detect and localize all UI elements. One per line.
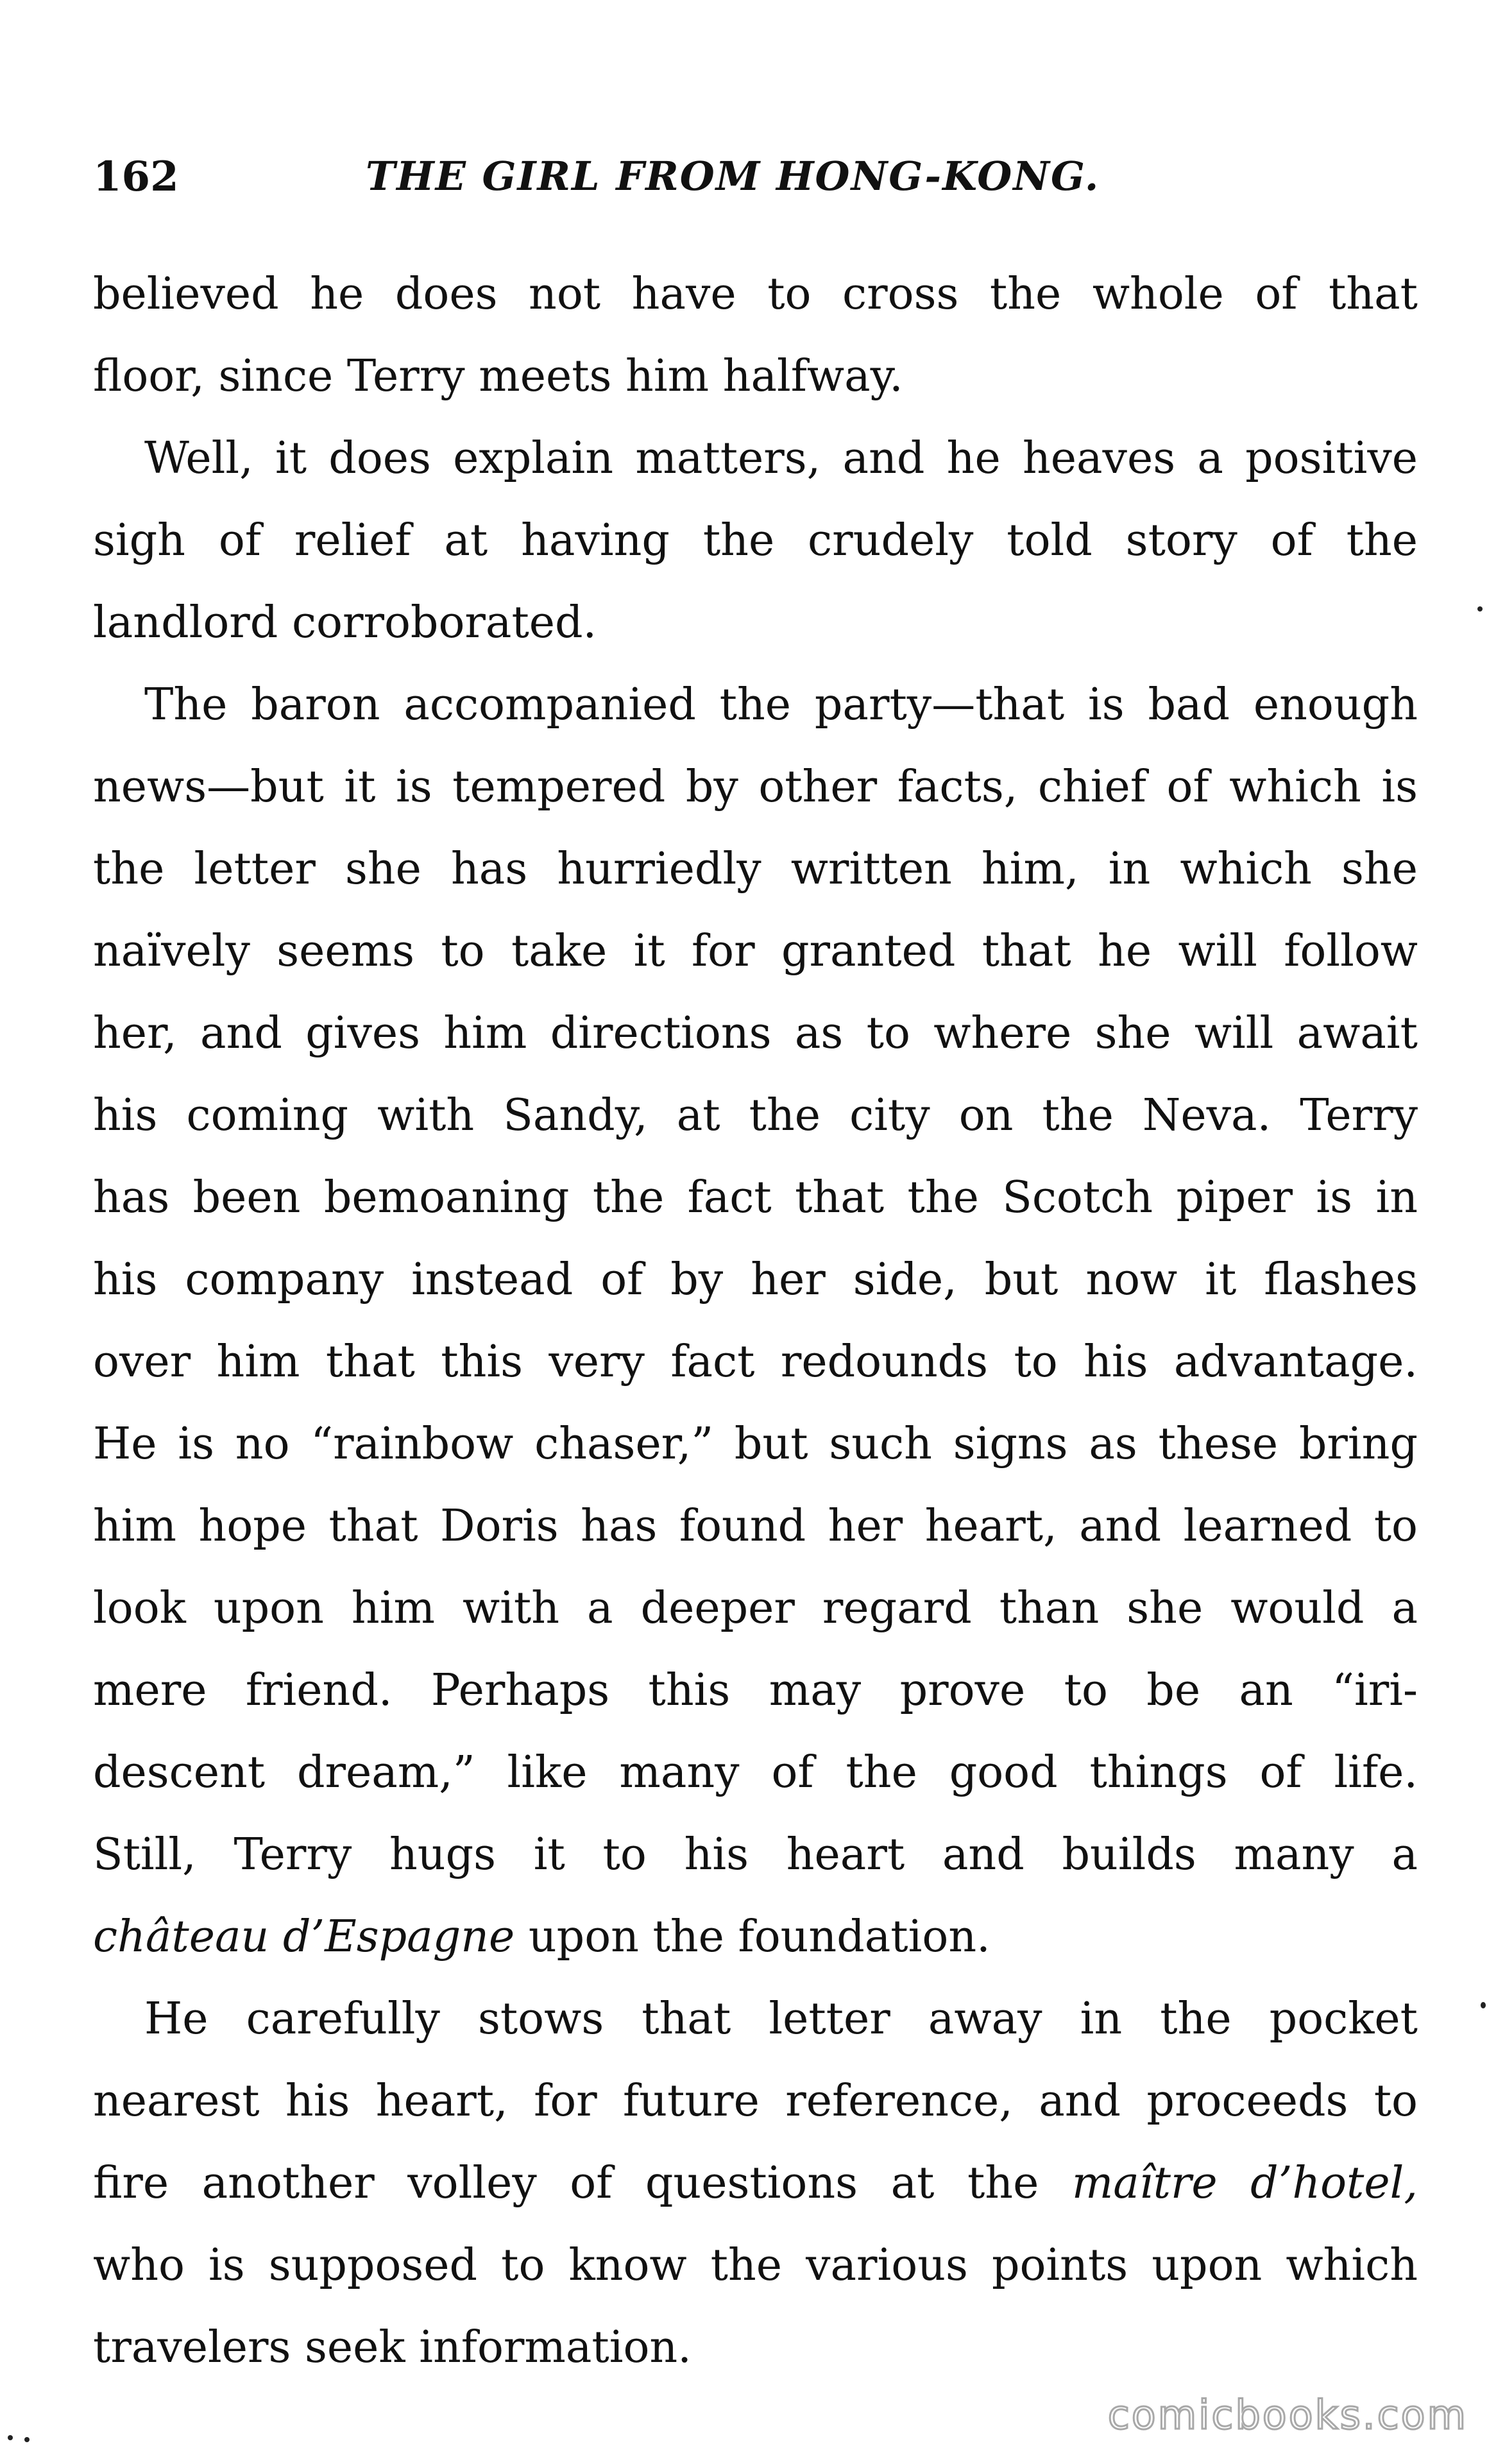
text-line: nearest his heart, for future reference, and proceeds to [93,2076,1418,2126]
print-speck [8,2435,13,2440]
running-head [93,153,1415,210]
italic-phrase: maître d’hotel, [1071,2158,1418,2209]
text-line: news—but it is tempered by other facts, chief of which is [93,762,1418,812]
text-line: mere friend. Perhaps this may prove to be an “iri- [93,1665,1418,1716]
text-line: look upon him with a deeper regard than she would a [93,1583,1418,1634]
text-line [93,2143,1418,2225]
text-line: Still, Terry hugs it to his heart and builds many a [93,1829,1418,1880]
text-line: naïvely seems to take it for granted that he will follow [93,926,1418,977]
print-speck [24,2437,30,2442]
text-line: over him that this very fact redounds to his advantage. [93,1337,1418,1387]
text-line: descent dream,” like many of the good things of life. [93,1747,1418,1798]
text-line: her, and gives him directions as to where she will await [93,1008,1418,1059]
text-line: him hope that Doris has found her heart, and learned to [93,1501,1418,1552]
body-text [93,253,1418,2389]
text-line: has been bemoaning the fact that the Scotch piper is in [93,1172,1418,1223]
text-line: He is no “rainbow chaser,” but such signs as these bring [93,1419,1418,1469]
print-speck [1481,2002,1486,2008]
text-line: the letter she has hurriedly written him, in which she [93,844,1418,894]
page-number: 162 [93,153,179,201]
text-fragment: upon the foundation. [514,1912,991,1962]
text-line: who is supposed to know the various points upon which [93,2240,1418,2291]
text-line: sigh of relief at having the crudely told story of the [93,515,1418,566]
text-line: his coming with Sandy, at the city on the Neva. Terry [93,1090,1418,1141]
text-line: believed he does not have to cross the whole of that [93,269,1418,320]
text-line: landlord corroborated. [93,597,597,648]
text-line: his company instead of by her side, but now it flashes [93,1254,1418,1305]
text-line: travelers seek information. [93,2322,692,2373]
italic-phrase: château d’Espagne [93,1912,515,1962]
running-title: THE GIRL FROM HONG-KONG. [366,153,1100,200]
text-line: The baron accompanied the party—that is bad enough [144,680,1418,730]
text-line: He carefully stows that letter away in the pocket [144,1994,1418,2044]
text-line: Well, it does explain matters, and he heaves a positive [144,433,1418,484]
watermark-logo: comicbooks.com [1107,2391,1468,2438]
text-line [93,1896,1418,1978]
text-line: floor, since Terry meets him halfway. [93,351,903,402]
text-fragment: fire another volley of questions at the [93,2158,1072,2209]
print-speck [1477,606,1483,612]
